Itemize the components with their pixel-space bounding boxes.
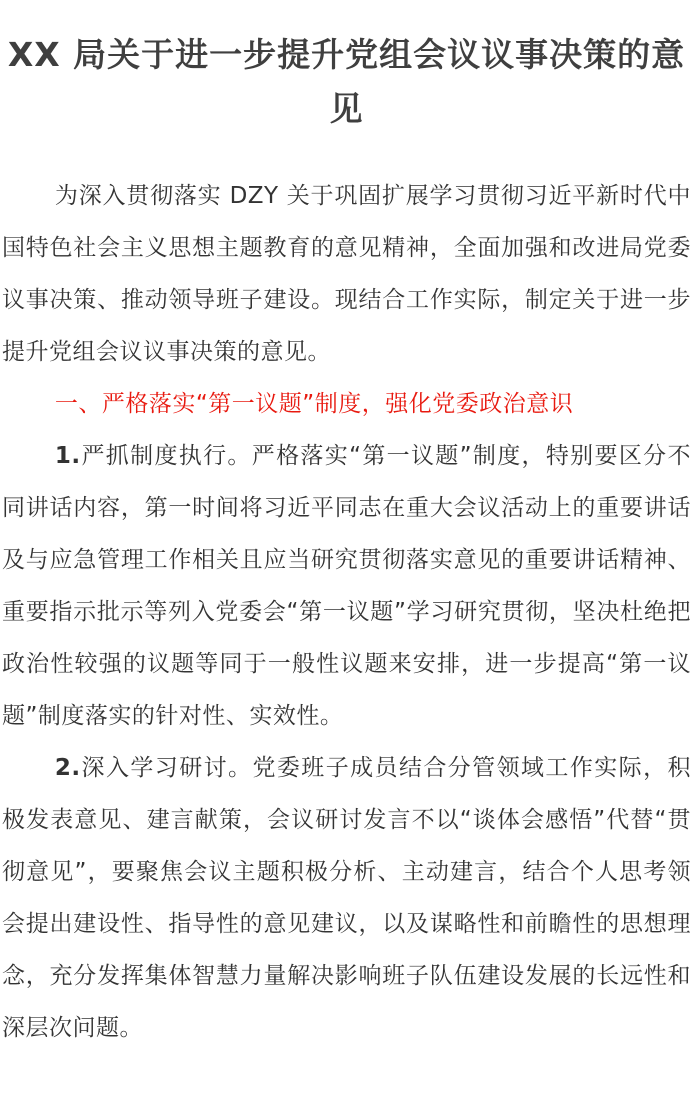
document-title: XX 局关于进一步提升党组会议议事决策的意见 xyxy=(7,35,686,128)
document-body xyxy=(0,170,693,1054)
section-heading-1: 一、严格落实“第一议题”制度，强化党委政治意识 xyxy=(54,391,574,417)
item-text-2: 深入学习研讨。党委班子成员结合分管领域工作实际，积极发表意见、建言献策，会议研讨发言不以“谈体会感悟”代替“贯彻意见”，要聚焦会议主题积极分析、主动建言，结合个人思考领会提出建设性、指导性的意见建议，以及谋略性和前瞻性的思想理念，充分发挥集体智慧力量解决影响班子队伍建设发展的长远性和深层次问题。 xyxy=(2,755,691,1041)
intro-paragraph: 为深入贯彻落实 DZY 关于巩固扩展学习贯彻习近平新时代中国特色社会主义思想主题教育的意见精神，全面加强和改进局党委议事决策、推动领导班子建设。现结合工作实际，制定关于进一步提升党组会议议事决策的意见。 xyxy=(2,183,691,365)
item-number-2: 2. xyxy=(54,755,81,781)
item-paragraph-2 xyxy=(2,742,691,1054)
item-text-1: 严抓制度执行。严格落实“第一议题”制度，特别要区分不同讲话内容，第一时间将习近平同志在重大会议活动上的重要讲话及与应急管理工作相关且应当研究贯彻落实意见的重要讲话精神、重要指示批示等列入党委会“第一议题”学习研究贯彻，坚决杜绝把政治性较强的议题等同于一般性议题来安排，进一步提高“第一议题”制度落实的针对性、实效性。 xyxy=(2,443,691,729)
item-number-1: 1. xyxy=(54,443,81,469)
item-paragraph-1 xyxy=(2,430,691,742)
